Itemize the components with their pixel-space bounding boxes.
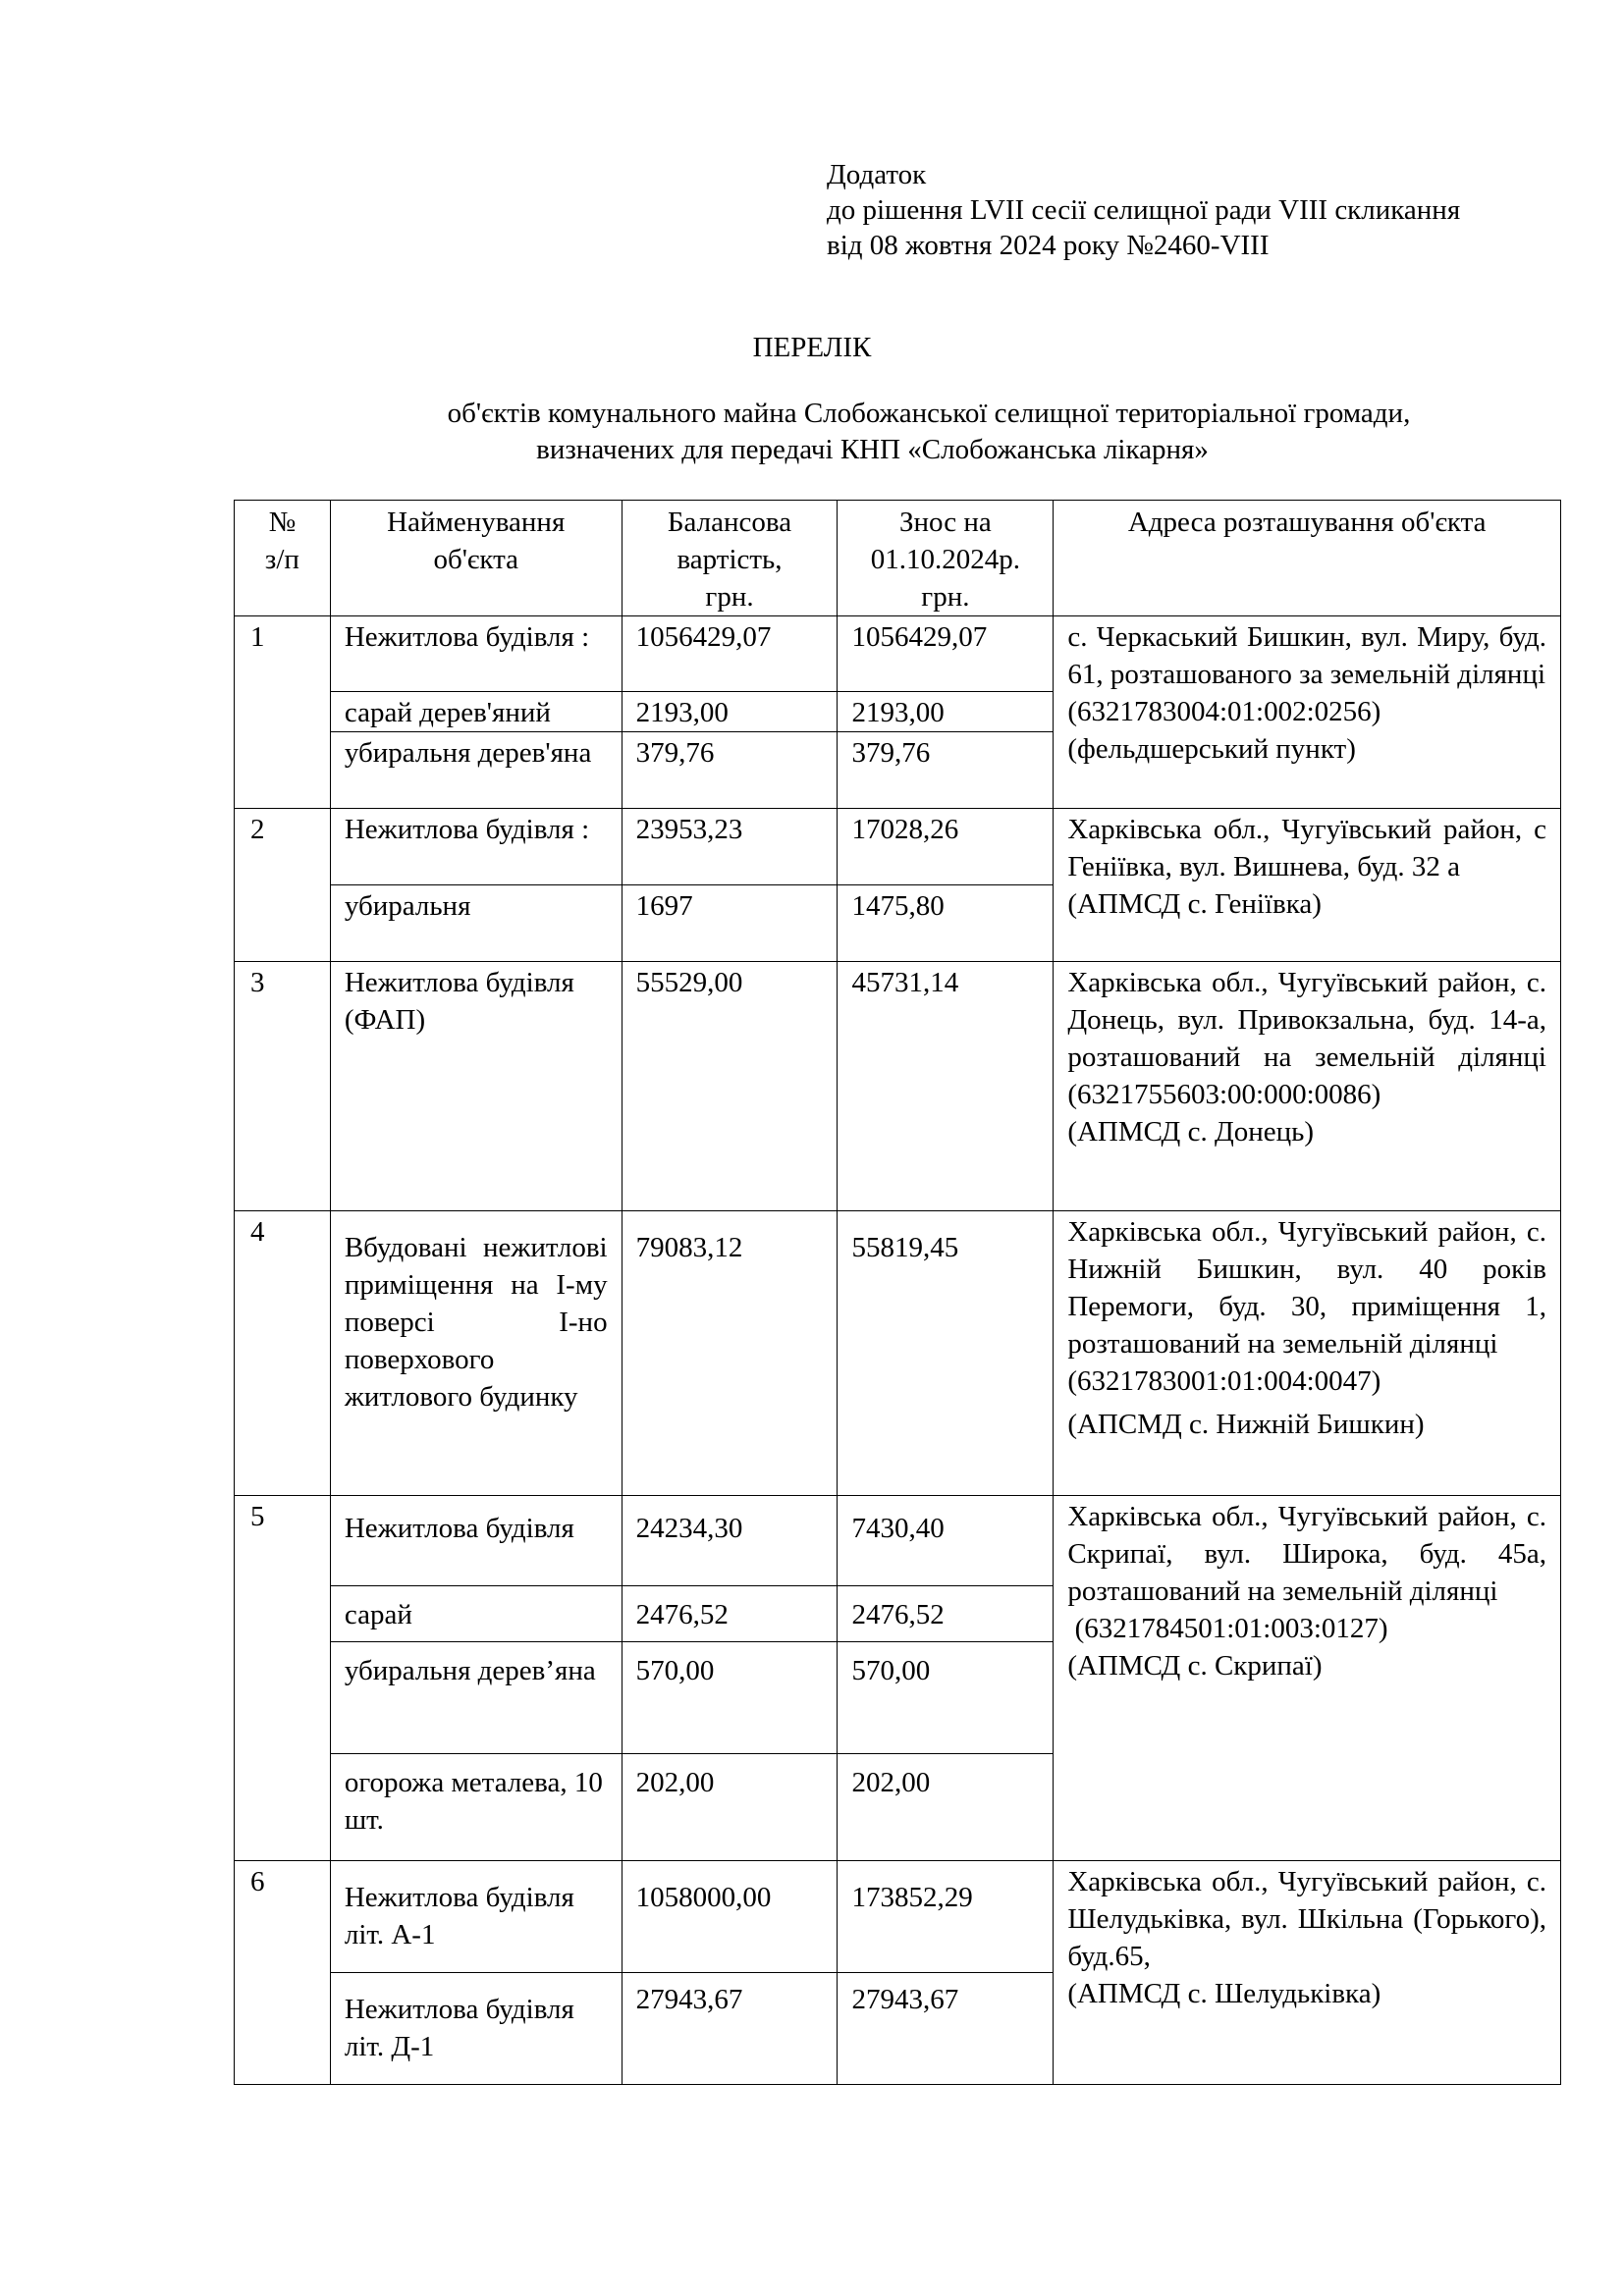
row-number: 5 — [235, 1496, 331, 1861]
header-balance: Балансова вартість, грн. — [622, 501, 838, 616]
header-wear: Знос на 01.10.2024р. грн. — [838, 501, 1054, 616]
table-row — [235, 616, 1561, 692]
object-address: Харківська обл., Чугуївський район, с. Донець, вул. Привокзальна, буд. 14-а, розташований на земельній ділянці (6321755603:00:000:0086) (АПМСД с. Донець) — [1054, 962, 1561, 1211]
wear-value: 55819,45 — [838, 1211, 1054, 1496]
object-name: Нежитлова будівля : — [330, 616, 622, 692]
wear-value: 2193,00 — [838, 692, 1054, 732]
object-name: Нежитлова будівля літ. А-1 — [330, 1861, 622, 1973]
object-address: Харківська обл., Чугуївський район, с. Нижній Бишкин, вул. 40 років Перемоги, буд. 30, приміщення 1, розташований на земельній ділянці (6321783001:01:004:0047) (АПСМД с. Нижній Бишкин) — [1054, 1211, 1561, 1496]
object-name: Вбудовані нежитлові приміщення на І-му поверсі І-но поверхового житлового будинку — [344, 1232, 608, 1413]
balance-value: 23953,23 — [622, 809, 838, 885]
balance-value: 27943,67 — [622, 1973, 838, 2085]
row-number: 3 — [235, 962, 331, 1211]
wear-value: 2476,52 — [838, 1586, 1054, 1642]
table-header-row — [235, 501, 1561, 616]
subtitle-line-2: визначених для передачі КНП «Слобожанська лікарня» — [536, 434, 1209, 465]
wear-value: 1056429,07 — [838, 616, 1054, 692]
object-name: Нежитлова будівля (ФАП) — [330, 962, 622, 1211]
balance-value: 2476,52 — [622, 1586, 838, 1642]
header-address: Адреса розташування об'єкта — [1054, 501, 1561, 616]
balance-value: 1058000,00 — [622, 1861, 838, 1973]
object-name: сарай — [330, 1586, 622, 1642]
decision-date-number: від 08 жовтня 2024 року №2460-VIII — [827, 230, 1270, 261]
object-name: Нежитлова будівля — [330, 1496, 622, 1586]
object-address: Харківська обл., Чугуївський район, с. Шелудьківка, вул. Шкільна (Горького), буд.65, (АПМСД с. Шелудьківка) — [1054, 1861, 1561, 2085]
balance-value: 1056429,07 — [622, 616, 838, 692]
appendix-header — [827, 157, 1460, 263]
wear-value: 379,76 — [838, 732, 1054, 809]
object-address: Харківська обл., Чугуївський район, с Геніївка, вул. Вишнева, буд. 32 а (АПМСД с. Геніївка) — [1054, 809, 1561, 962]
object-address: с. Черкаський Бишкин, вул. Миру, буд. 61, розташованого за земельній ділянці (6321783004:01:002:0256) (фельдшерський пункт) — [1054, 616, 1561, 809]
wear-value: 570,00 — [838, 1642, 1054, 1754]
document-title: ПЕРЕЛІК — [752, 332, 872, 363]
table-row — [235, 1861, 1561, 1973]
balance-value: 2193,00 — [622, 692, 838, 732]
balance-value: 202,00 — [622, 1754, 838, 1861]
appendix-label: Додаток — [827, 159, 927, 190]
balance-value: 79083,12 — [622, 1211, 838, 1496]
table-row — [235, 1496, 1561, 1586]
header-num: № з/п — [235, 501, 331, 616]
object-name: огорожа металева, 10 шт. — [330, 1754, 622, 1861]
table-row — [235, 1211, 1561, 1496]
balance-value: 24234,30 — [622, 1496, 838, 1586]
header-name: Найменування об'єкта — [330, 501, 622, 616]
object-address: Харківська обл., Чугуївський район, с. Скрипаї, вул. Широка, буд. 45а, розташований на земельній ділянці (6321784501:01:003:0127) (АПМСД с. Скрипаї) — [1054, 1496, 1561, 1861]
row-number: 4 — [235, 1211, 331, 1496]
balance-value: 1697 — [622, 885, 838, 962]
document-subtitle — [232, 396, 1624, 468]
balance-value: 570,00 — [622, 1642, 838, 1754]
balance-value: 379,76 — [622, 732, 838, 809]
balance-value: 55529,00 — [622, 962, 838, 1211]
property-table — [234, 500, 1561, 2085]
table-row — [235, 962, 1561, 1211]
wear-value: 173852,29 — [838, 1861, 1054, 1973]
row-number: 2 — [235, 809, 331, 962]
row-number: 1 — [235, 616, 331, 809]
object-name: Нежитлова будівля : — [330, 809, 622, 885]
wear-value: 45731,14 — [838, 962, 1054, 1211]
row-number: 6 — [235, 1861, 331, 2085]
object-name: сарай дерев'яний — [330, 692, 622, 732]
object-name: убиральня — [330, 885, 622, 962]
wear-value: 202,00 — [838, 1754, 1054, 1861]
wear-value: 17028,26 — [838, 809, 1054, 885]
object-name: убиральня дерев’яна — [330, 1642, 622, 1754]
wear-value: 7430,40 — [838, 1496, 1054, 1586]
wear-value: 1475,80 — [838, 885, 1054, 962]
wear-value: 27943,67 — [838, 1973, 1054, 2085]
table-row — [235, 809, 1561, 885]
object-name: Нежитлова будівля літ. Д-1 — [330, 1973, 622, 2085]
object-name: убиральня дерев'яна — [330, 732, 622, 809]
decision-reference: до рішення LVII сесії селищної ради VIII скликання — [827, 194, 1461, 226]
subtitle-line-1: об'єктів комунального майна Слобожанської селищної територіальної громади, — [447, 398, 1411, 429]
